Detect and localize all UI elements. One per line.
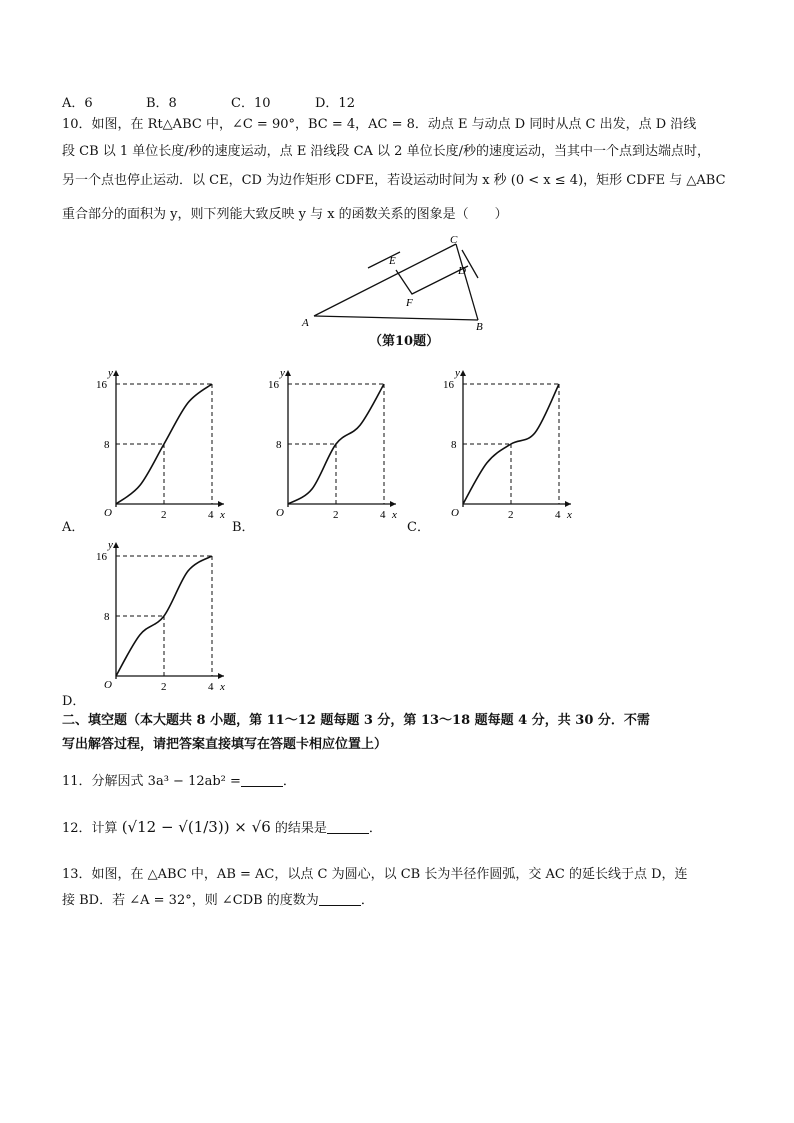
q13-line-1: 13．如图，在 △ABC 中，AB = AC，以点 C 为圆心，以 CB 长为半径作圆弧，交 AC 的延长线于点 D，连 — [62, 867, 688, 882]
point-b-label: B — [476, 321, 483, 332]
q10-line-1: 10．如图，在 Rt△ABC 中，∠C = 90°，BC = 4，AC = 8．动点 E 与动点 D 同时从点 C 出发，点 D 沿线 — [62, 117, 697, 132]
q9-option-c: C．10 — [231, 96, 271, 111]
graph-b — [262, 366, 402, 521]
graph-a — [90, 366, 230, 521]
graph-label-d: D． — [62, 694, 86, 709]
tick-label-16: 16 — [96, 379, 107, 391]
graph-label-c: C． — [407, 520, 430, 535]
y-axis-arrow — [285, 370, 291, 376]
y-axis-arrow — [113, 370, 119, 376]
graph-d — [90, 538, 230, 693]
graph-label-a: A． — [62, 520, 85, 535]
tick-label-4: 4 — [208, 509, 214, 521]
y-axis-arrow — [113, 542, 119, 548]
tick-label-4: 4 — [555, 509, 561, 521]
tick-label-2: 2 — [161, 681, 167, 693]
q13-answer-blank — [319, 893, 361, 906]
x-axis-arrow — [218, 501, 224, 507]
section2-line-1: 二、填空题（本大题共 8 小题，第 11～12 题每题 3 分，第 13～18 题每题 4 分，共 30 分．不需 — [62, 713, 650, 728]
side-cb — [456, 244, 478, 320]
q9-option-b: B．8 — [146, 96, 177, 111]
graph-c — [437, 366, 577, 521]
y-axis-label: y — [455, 367, 460, 379]
y-axis-arrow — [460, 370, 466, 376]
tick-label-4: 4 — [380, 509, 386, 521]
section2-line-2: 写出解答过程，请把答案直接填写在答题卡相应位置上） — [62, 737, 388, 752]
tick-label-8: 8 — [104, 439, 110, 451]
q10-line-2: 段 CB 以 1 单位长度/秒的速度运动，点 E 沿线段 CA 以 2 单位长度/秒的速度运动，当其中一个点到达端点时， — [62, 144, 710, 159]
q11-text: 11．分解因式 3a³ − 12ab² = — [62, 774, 241, 789]
y-axis-label: y — [108, 367, 113, 379]
side-ac — [314, 244, 456, 316]
x-axis-label: x — [220, 681, 225, 693]
tick-label-8: 8 — [451, 439, 457, 451]
tick-label-8: 8 — [104, 611, 110, 623]
origin-label: O — [104, 507, 112, 519]
x-axis-label: x — [220, 509, 225, 521]
graph-label-b: B． — [232, 520, 255, 535]
origin-label: O — [451, 507, 459, 519]
point-f-label: F — [406, 297, 413, 309]
q12: 12．计算 (√12 − √(1/3)) × √6 的结果是 ． — [62, 818, 382, 836]
x-axis-arrow — [565, 501, 571, 507]
y-axis-label: y — [108, 539, 113, 551]
y-axis-label: y — [280, 367, 285, 379]
q10-line-4: 重合部分的面积为 y，则下列能大致反映 y 与 x 的函数关系的图象是（ ） — [62, 207, 508, 222]
q12-answer-blank — [327, 821, 369, 834]
q12-prefix: 12．计算 — [62, 821, 118, 836]
x-axis-arrow — [218, 673, 224, 679]
q10-line-3: 另一个点也停止运动．以 CE，CD 为边作矩形 CDFE，若设运动时间为 x 秒 (0 < x ≤ 4)，矩形 CDFE 与 △ABC — [62, 173, 726, 188]
tick-label-8: 8 — [276, 439, 282, 451]
x-axis-arrow — [390, 501, 396, 507]
point-c-label: C — [450, 234, 458, 246]
q10-triangle-figure — [300, 232, 500, 332]
q12-expression: (√12 − √(1/3)) × √6 — [121, 818, 271, 836]
q9-option-a: A．6 — [62, 96, 93, 111]
q11: 11．分解因式 3a³ − 12ab² = ． — [62, 774, 296, 789]
point-d-label: D — [458, 265, 466, 277]
tick-label-16: 16 — [268, 379, 279, 391]
q10-figure-caption: （第10题） — [369, 334, 440, 349]
origin-label: O — [276, 507, 284, 519]
q11-answer-blank — [241, 774, 283, 787]
origin-label: O — [104, 679, 112, 691]
point-a-label: A — [302, 317, 309, 329]
tick-label-2: 2 — [508, 509, 514, 521]
tick-label-16: 16 — [443, 379, 454, 391]
x-axis-label: x — [567, 509, 572, 521]
tick-label-2: 2 — [333, 509, 339, 521]
x-axis-label: x — [392, 509, 397, 521]
q13-line-2: 接 BD．若 ∠A = 32°，则 ∠CDB 的度数为 ． — [62, 893, 374, 908]
tick-label-2: 2 — [161, 509, 167, 521]
tick-label-16: 16 — [96, 551, 107, 563]
q12-suffix: 的结果是 — [274, 821, 327, 836]
point-e-label: E — [389, 255, 396, 267]
q9-option-d: D．12 — [315, 96, 355, 111]
side-ab — [314, 316, 478, 320]
tick-label-4: 4 — [208, 681, 214, 693]
